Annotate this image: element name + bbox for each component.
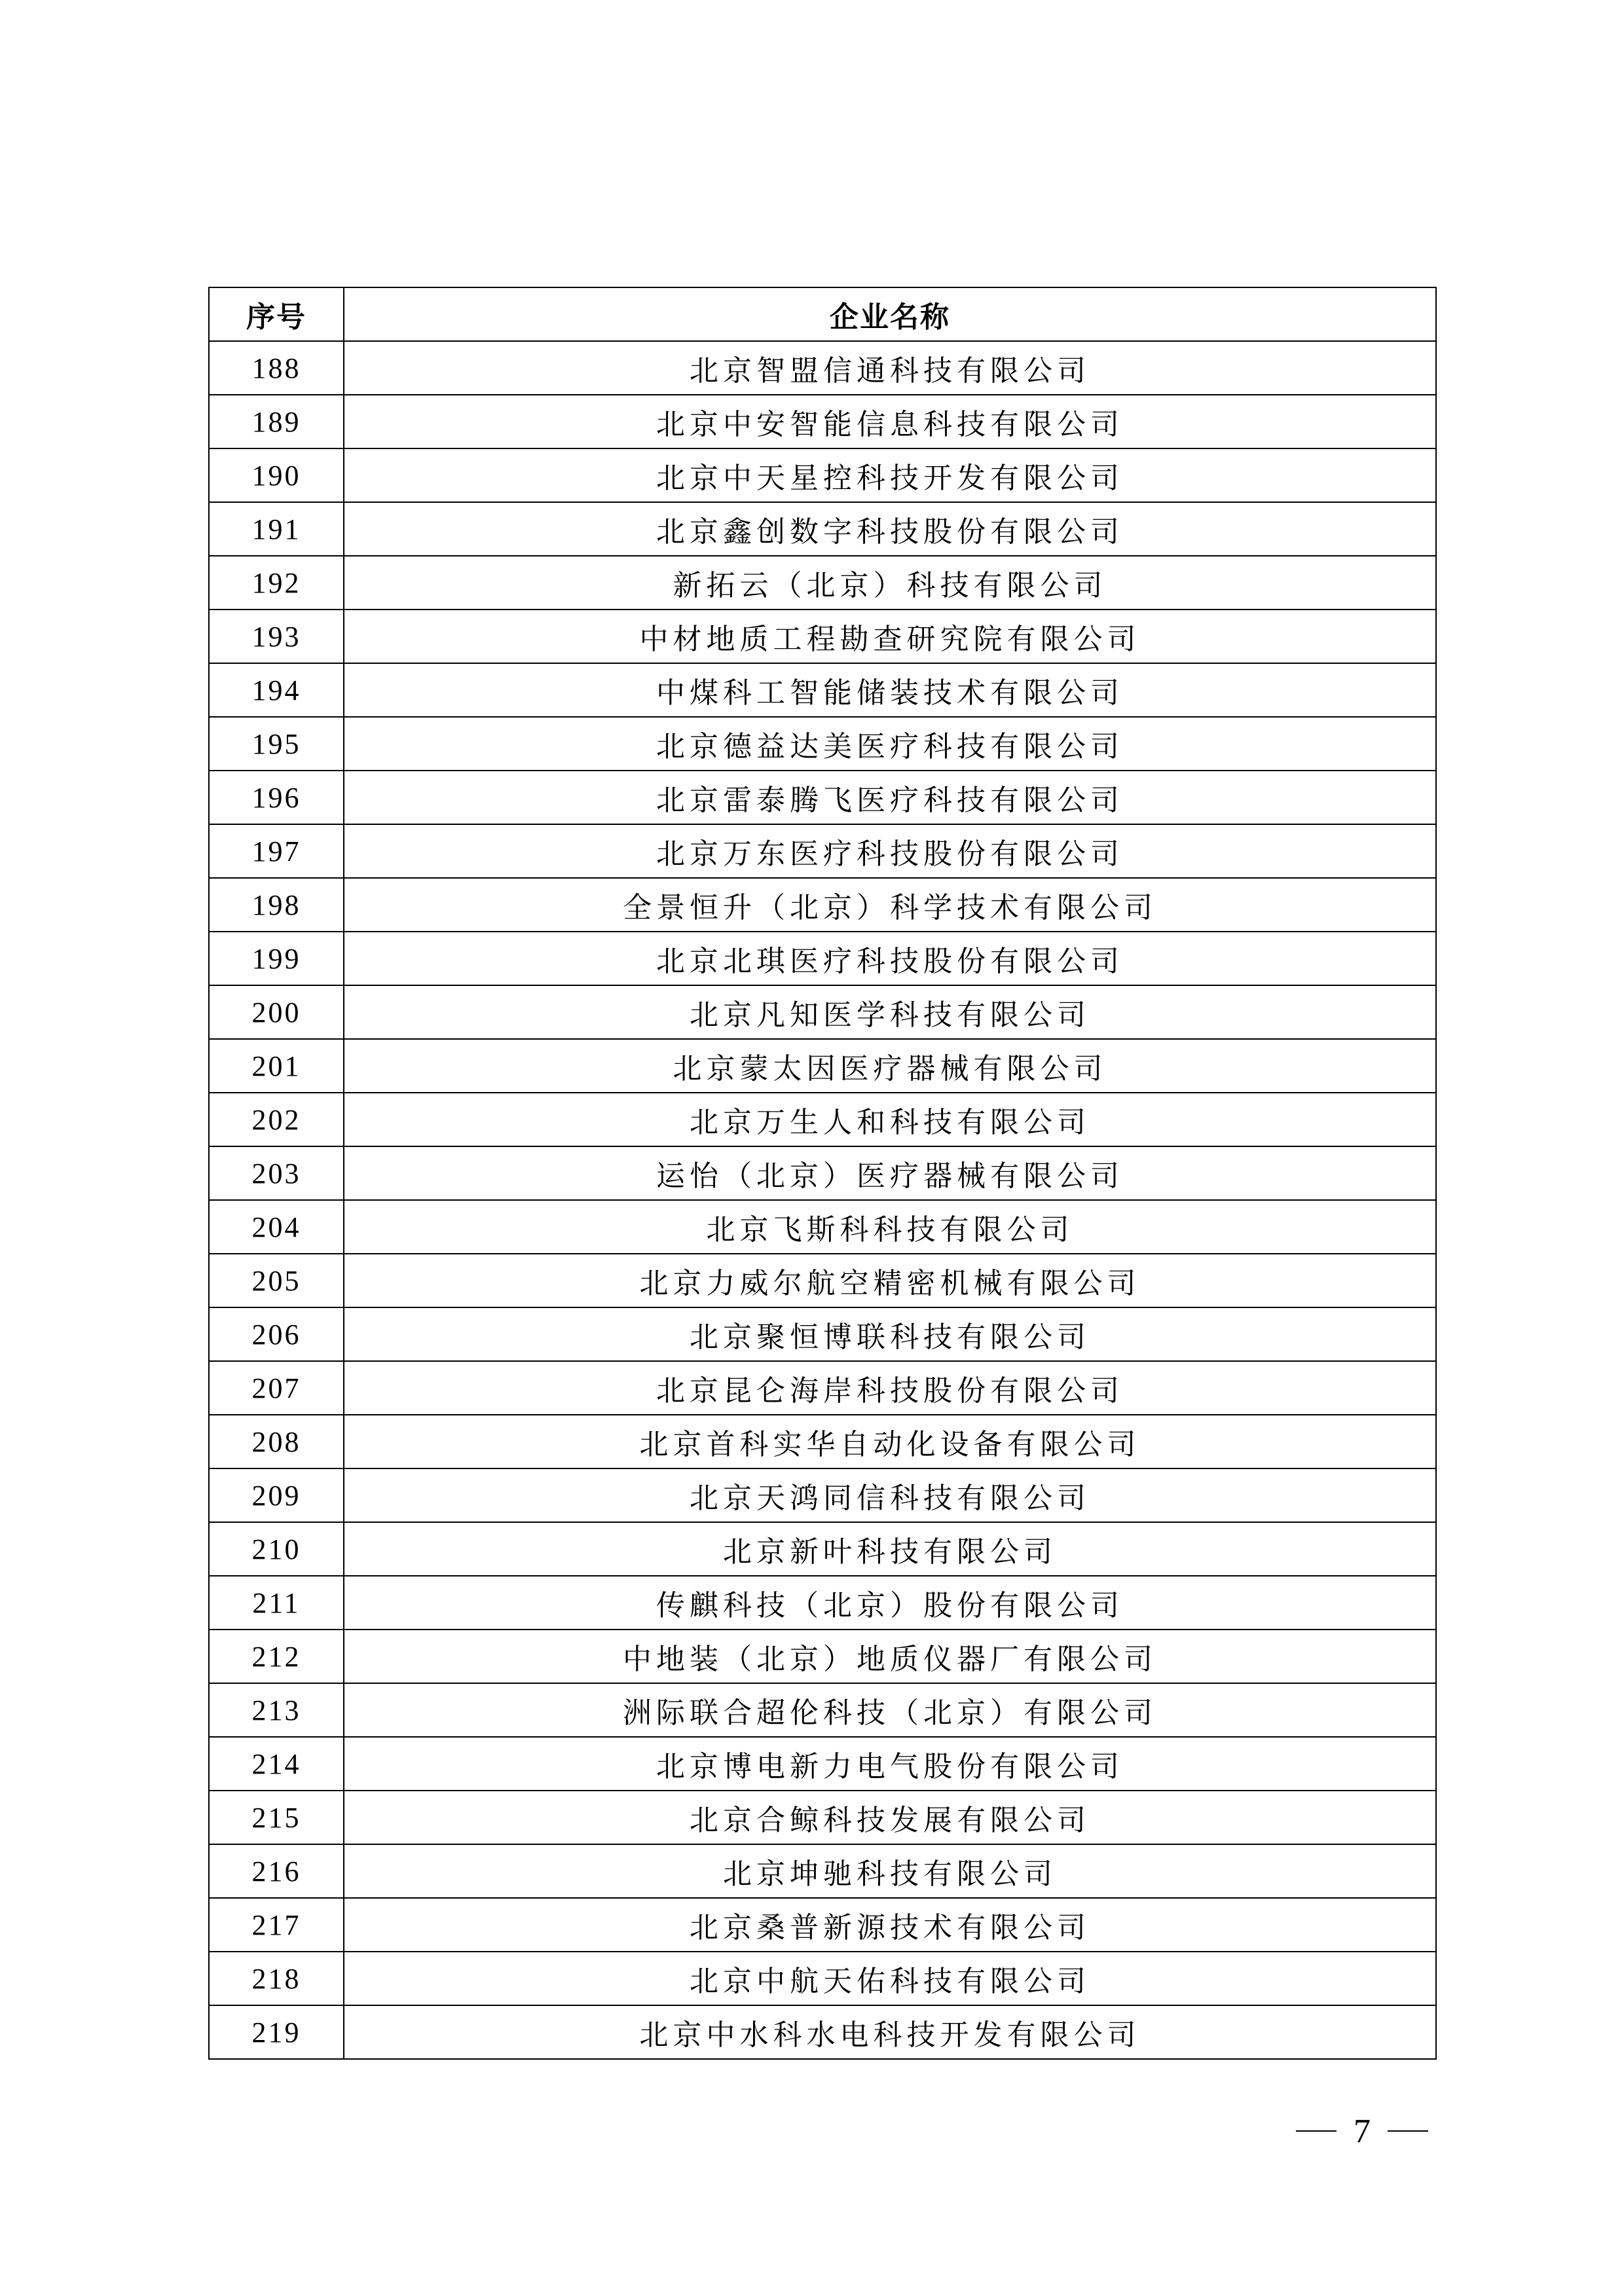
serial-number-cell: 198 <box>209 878 344 932</box>
company-name-cell: 北京昆仑海岸科技股份有限公司 <box>344 1361 1436 1415</box>
serial-number-cell: 188 <box>209 341 344 395</box>
table-row <box>209 663 1436 717</box>
company-name-cell: 北京中航天佑科技有限公司 <box>344 1952 1436 2005</box>
serial-number-cell: 211 <box>209 1576 344 1630</box>
table-row <box>209 1146 1436 1200</box>
company-name-cell: 北京中安智能信息科技有限公司 <box>344 395 1436 448</box>
company-name-cell: 北京北琪医疗科技股份有限公司 <box>344 932 1436 985</box>
serial-number-cell: 191 <box>209 502 344 556</box>
table-row <box>209 1683 1436 1737</box>
serial-number-cell: 216 <box>209 1844 344 1898</box>
company-name-cell: 北京桑普新源技术有限公司 <box>344 1898 1436 1952</box>
table-row <box>209 502 1436 556</box>
company-name-cell: 北京雷泰腾飞医疗科技有限公司 <box>344 771 1436 824</box>
company-name-cell: 北京坤驰科技有限公司 <box>344 1844 1436 1898</box>
serial-number-cell: 218 <box>209 1952 344 2005</box>
table-row <box>209 1630 1436 1683</box>
company-name-cell: 运怡（北京）医疗器械有限公司 <box>344 1146 1436 1200</box>
table-row <box>209 395 1436 448</box>
company-name-cell: 北京新叶科技有限公司 <box>344 1522 1436 1576</box>
company-name-cell: 中煤科工智能储装技术有限公司 <box>344 663 1436 717</box>
table-row <box>209 771 1436 824</box>
company-name-cell: 北京合鲸科技发展有限公司 <box>344 1791 1436 1844</box>
serial-number-cell: 214 <box>209 1737 344 1791</box>
page-number-value: 7 <box>1354 2112 1371 2150</box>
company-name-cell: 北京博电新力电气股份有限公司 <box>344 1737 1436 1791</box>
header-serial-number: 序号 <box>209 287 344 341</box>
serial-number-cell: 203 <box>209 1146 344 1200</box>
company-name-cell: 北京首科实华自动化设备有限公司 <box>344 1415 1436 1468</box>
table-row <box>209 1844 1436 1898</box>
serial-number-cell: 190 <box>209 448 344 502</box>
serial-number-cell: 199 <box>209 932 344 985</box>
serial-number-cell: 194 <box>209 663 344 717</box>
serial-number-cell: 201 <box>209 1039 344 1093</box>
company-name-cell: 新拓云（北京）科技有限公司 <box>344 556 1436 610</box>
company-name-cell: 北京聚恒博联科技有限公司 <box>344 1307 1436 1361</box>
table-row <box>209 1200 1436 1254</box>
table-row <box>209 878 1436 932</box>
company-name-cell: 北京鑫创数字科技股份有限公司 <box>344 502 1436 556</box>
company-name-cell: 中地装（北京）地质仪器厂有限公司 <box>344 1630 1436 1683</box>
serial-number-cell: 207 <box>209 1361 344 1415</box>
serial-number-cell: 206 <box>209 1307 344 1361</box>
company-name-cell: 洲际联合超伦科技（北京）有限公司 <box>344 1683 1436 1737</box>
table-row <box>209 448 1436 502</box>
serial-number-cell: 193 <box>209 610 344 663</box>
page-number-right-dash <box>1388 2130 1428 2132</box>
company-name-cell: 北京中天星控科技开发有限公司 <box>344 448 1436 502</box>
table-row <box>209 932 1436 985</box>
company-name-cell: 北京力威尔航空精密机械有限公司 <box>344 1254 1436 1307</box>
serial-number-cell: 196 <box>209 771 344 824</box>
page-number-left-dash <box>1296 2130 1337 2132</box>
serial-number-cell: 217 <box>209 1898 344 1952</box>
serial-number-cell: 210 <box>209 1522 344 1576</box>
serial-number-cell: 202 <box>209 1093 344 1146</box>
table-row <box>209 1415 1436 1468</box>
table-row <box>209 1093 1436 1146</box>
table-row <box>209 1576 1436 1630</box>
table-row <box>209 2005 1436 2059</box>
table-row <box>209 985 1436 1039</box>
header-company-name: 企业名称 <box>344 287 1436 341</box>
company-name-cell: 北京万生人和科技有限公司 <box>344 1093 1436 1146</box>
table-row <box>209 1361 1436 1415</box>
table-row <box>209 717 1436 771</box>
serial-number-cell: 213 <box>209 1683 344 1737</box>
page-number <box>1283 2108 1441 2154</box>
table-row <box>209 1254 1436 1307</box>
table-row <box>209 1791 1436 1844</box>
serial-number-cell: 209 <box>209 1468 344 1522</box>
table-row <box>209 556 1436 610</box>
company-name-cell: 北京蒙太因医疗器械有限公司 <box>344 1039 1436 1093</box>
serial-number-cell: 208 <box>209 1415 344 1468</box>
serial-number-cell: 212 <box>209 1630 344 1683</box>
company-name-cell: 北京中水科水电科技开发有限公司 <box>344 2005 1436 2059</box>
company-name-cell: 全景恒升（北京）科学技术有限公司 <box>344 878 1436 932</box>
company-name-cell: 北京德益达美医疗科技有限公司 <box>344 717 1436 771</box>
serial-number-cell: 204 <box>209 1200 344 1254</box>
company-name-cell: 北京智盟信通科技有限公司 <box>344 341 1436 395</box>
table-row <box>209 1039 1436 1093</box>
company-name-cell: 北京飞斯科科技有限公司 <box>344 1200 1436 1254</box>
company-name-cell: 北京凡知医学科技有限公司 <box>344 985 1436 1039</box>
company-name-cell: 中材地质工程勘查研究院有限公司 <box>344 610 1436 663</box>
serial-number-cell: 192 <box>209 556 344 610</box>
company-name-cell: 传麒科技（北京）股份有限公司 <box>344 1576 1436 1630</box>
table-row <box>209 1468 1436 1522</box>
table-row <box>209 610 1436 663</box>
serial-number-cell: 195 <box>209 717 344 771</box>
serial-number-cell: 200 <box>209 985 344 1039</box>
serial-number-cell: 197 <box>209 824 344 878</box>
serial-number-cell: 189 <box>209 395 344 448</box>
table-row <box>209 1952 1436 2005</box>
serial-number-cell: 205 <box>209 1254 344 1307</box>
company-name-cell: 北京万东医疗科技股份有限公司 <box>344 824 1436 878</box>
serial-number-cell: 219 <box>209 2005 344 2059</box>
table-row <box>209 824 1436 878</box>
table-row <box>209 341 1436 395</box>
table-row <box>209 1898 1436 1952</box>
table-body <box>209 341 1436 2059</box>
company-list-table <box>208 287 1437 2060</box>
table-row <box>209 1522 1436 1576</box>
table-row <box>209 1307 1436 1361</box>
company-name-cell: 北京天鸿同信科技有限公司 <box>344 1468 1436 1522</box>
table-row <box>209 1737 1436 1791</box>
serial-number-cell: 215 <box>209 1791 344 1844</box>
table-header-row <box>209 287 1436 341</box>
